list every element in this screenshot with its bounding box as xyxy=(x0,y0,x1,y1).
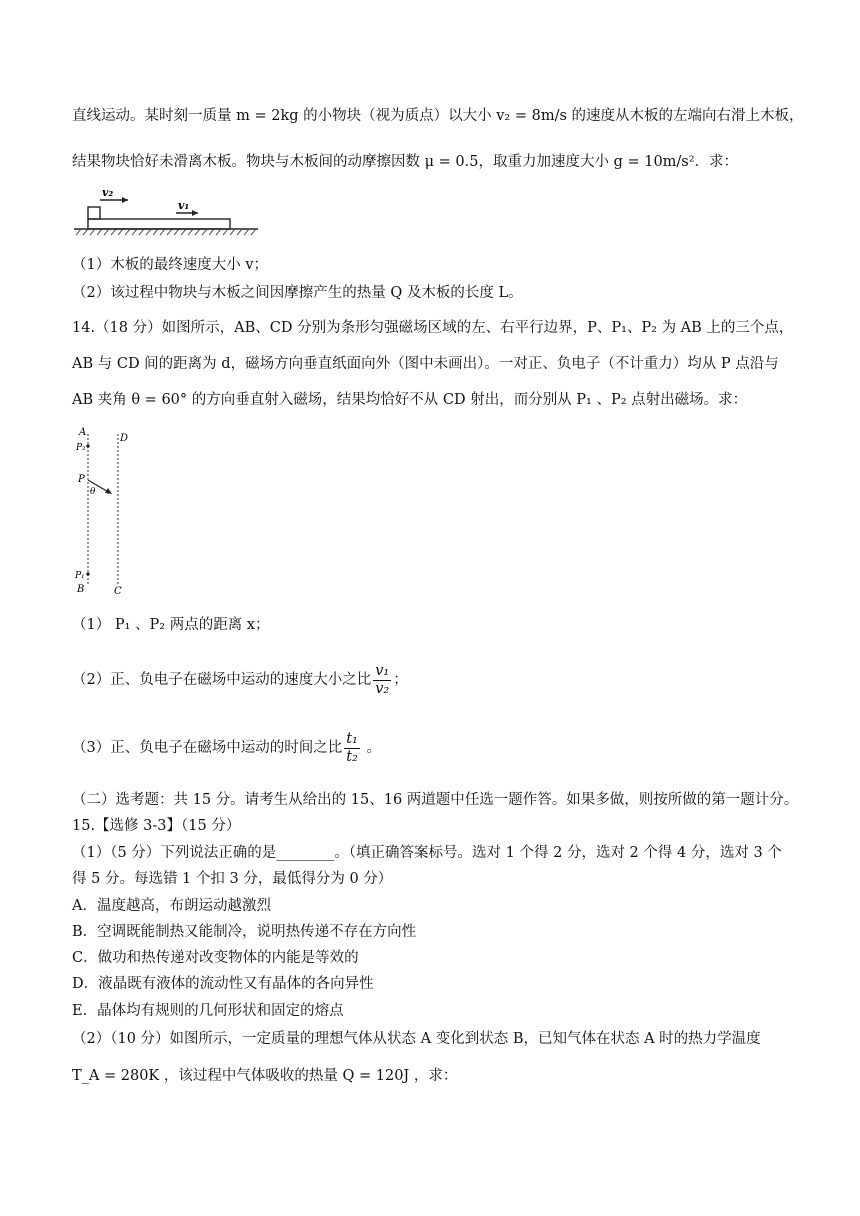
q3-numerator: t₁ xyxy=(346,730,358,747)
option-b: B．空调既能制热又能制冷，说明热传递不存在方向性 xyxy=(72,924,417,940)
p14-question-1: （1） P₁ 、P₂ 两点的距离 x； xyxy=(72,617,270,633)
p13-question-2: （2）该过程中物块与木板之间因摩擦产生的热量 Q 及木板的长度 L。 xyxy=(72,285,523,301)
block-board-figure xyxy=(72,186,260,246)
p14-q2-prefix: （2）正、负电子在磁场中运动的速度大小之比 xyxy=(72,672,372,688)
p14-text-line2: AB 与 CD 间的距离为 d，磁场方向垂直纸面向外（图中未画出）。一对正、负电子（不计重力）均从 P 点沿与 xyxy=(72,356,779,372)
label-p1: P₁ xyxy=(75,571,85,581)
option-e: E．晶体均有规则的几何形状和固定的熔点 xyxy=(72,1003,344,1019)
p14-text-line1: 14.（18 分）如图所示，AB、CD 分别为条形匀强磁场区域的左、右平行边界，P、P₁、P₂ 为 AB 上的三个点， xyxy=(72,320,794,336)
v2-label: v₂ xyxy=(102,186,114,199)
p14-q3-suffix: 。 xyxy=(361,740,381,756)
p15-q1-line2: 得 5 分。每选错 1 个扣 3 分，最低得分为 0 分） xyxy=(72,871,393,887)
p15-title: 15.【选修 3-3】（15 分） xyxy=(72,818,241,834)
q2-denominator: v₂ xyxy=(375,680,390,697)
label-p2: P₂ xyxy=(76,443,86,453)
p14-text-line3: AB 夹角 θ = 60° 的方向垂直射入磁场，结果均恰好不从 CD 射出，而分别从 P₁ 、P₂ 点射出磁场。求： xyxy=(72,392,748,408)
option-c: C．做功和热传递对改变物体的内能是等效的 xyxy=(72,950,359,966)
section2-heading: （二）选考题：共 15 分。请考生从给出的 15、16 两道题中任选一题作答。如果多做，则按所做的第一题计分。 xyxy=(72,792,799,808)
q3-denominator: t₂ xyxy=(346,748,358,765)
p14-q3-prefix: （3）正、负电子在磁场中运动的时间之比 xyxy=(72,740,343,756)
p14-question-3 xyxy=(72,728,381,768)
p14-q2-suffix: ； xyxy=(393,672,408,688)
v1-label: v₁ xyxy=(178,199,190,212)
q2-numerator: v₁ xyxy=(375,662,390,679)
label-c: C xyxy=(114,586,122,597)
time-ratio-fraction xyxy=(344,731,360,766)
p14-question-2 xyxy=(72,660,408,700)
label-theta: θ xyxy=(90,487,96,497)
p15-q2-line2: T_A = 280K ，该过程中气体吸收的热量 Q = 120J ，求： xyxy=(72,1068,458,1084)
velocity-ratio-fraction xyxy=(373,663,391,698)
point-p1 xyxy=(86,572,89,575)
option-d: D．液晶既有液体的流动性又有晶体的各向异性 xyxy=(72,976,374,992)
p15-q1-line1: （1）（5 分）下列说法正确的是________。（填正确答案标号。选对 1 个得 2 分，选对 2 个得 4 分，选对 3 个 xyxy=(72,845,782,861)
label-a: A xyxy=(79,427,87,438)
option-a: A．温度越高，布朗运动越激烈 xyxy=(72,898,271,914)
label-p: P xyxy=(78,474,85,485)
label-b: B xyxy=(77,584,85,595)
p13-text-line1: 直线运动。某时刻一质量 m = 2kg 的小物块（视为质点）以大小 v₂ = 8m/s 的速度从木板的左端向右滑上木板， xyxy=(72,108,804,124)
p15-q2-line1: （2）（10 分）如图所示，一定质量的理想气体从状态 A 变化到状态 B，已知气体在状态 A 时的热力学温度 xyxy=(72,1031,761,1047)
magnetic-field-figure xyxy=(72,424,142,600)
p13-question-1: （1）木板的最终速度大小 v； xyxy=(72,257,269,273)
point-p2 xyxy=(86,444,89,447)
p13-text-line2: 结果物块恰好未滑离木板。物块与木板间的动摩擦因数 μ = 0.5，取重力加速度大小 g = 10m/s²．求： xyxy=(72,154,739,170)
label-d: D xyxy=(120,433,129,444)
